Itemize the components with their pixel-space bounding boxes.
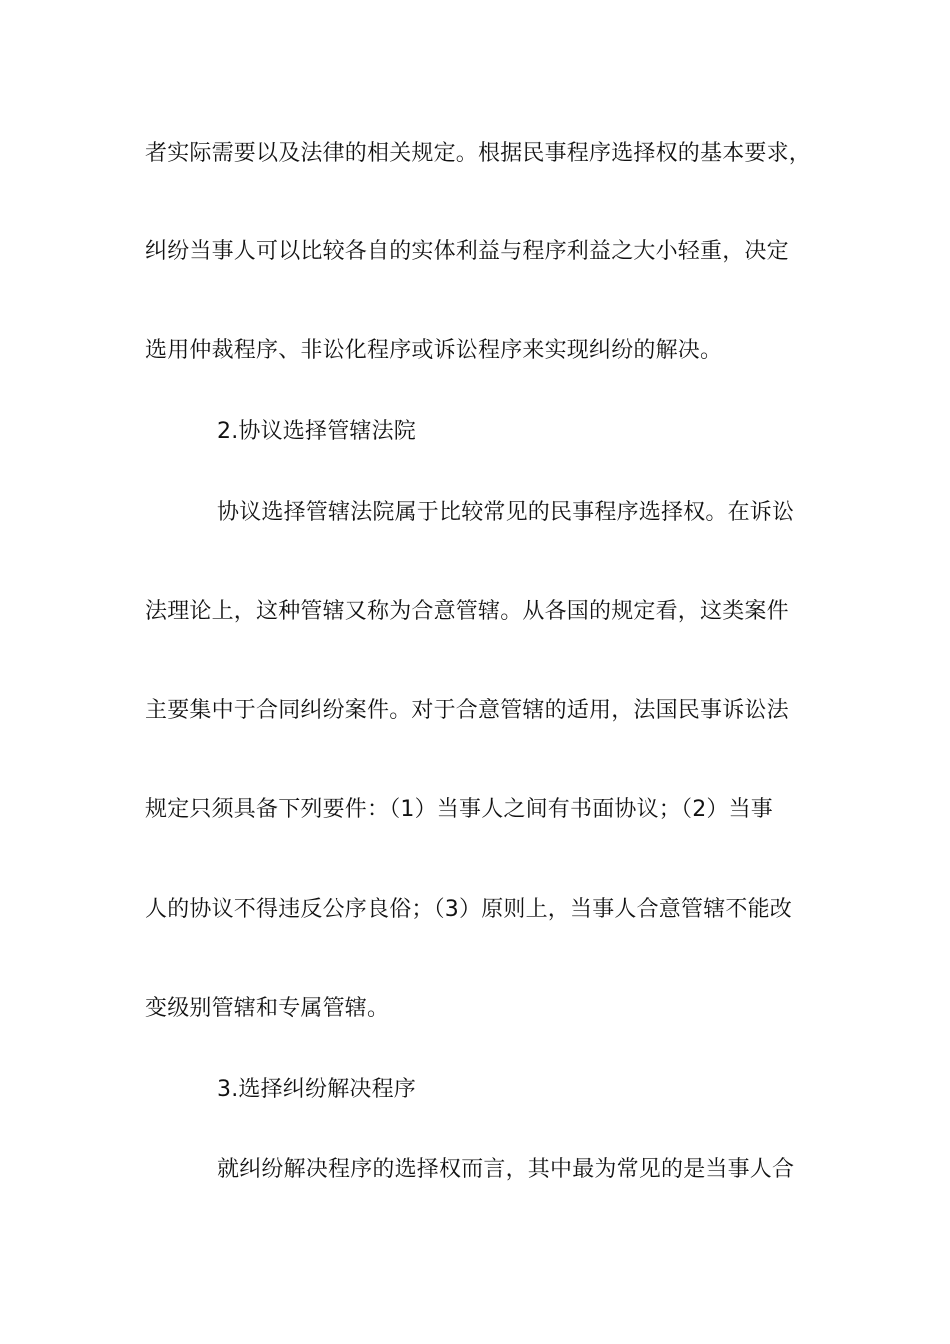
paragraph-line: 选用仲裁程序、非讼化程序或诉讼程序来实现纠纷的解决。 (145, 338, 723, 363)
paragraph-line: 就纠纷解决程序的选择权而言，其中最为常见的是当事人合 (217, 1157, 795, 1182)
section-heading: 3.选择纠纷解决程序 (217, 1077, 416, 1102)
paragraph-line: 规定只须具备下列要件：（1）当事人之间有书面协议；（2）当事 (145, 797, 773, 822)
paragraph-line: 协议选择管辖法院属于比较常见的民事程序选择权。在诉讼 (217, 500, 795, 525)
paragraph-line: 人的协议不得违反公序良俗；（3）原则上，当事人合意管辖不能改 (145, 897, 792, 922)
paragraph-line: 变级别管辖和专属管辖。 (145, 996, 390, 1021)
paragraph-line: 法理论上，这种管辖又称为合意管辖。从各国的规定看，这类案件 (145, 599, 789, 624)
paragraph-line: 者实际需要以及法律的相关规定。根据民事程序选择权的基本要求， (145, 141, 812, 166)
section-heading: 2.协议选择管辖法院 (217, 419, 416, 444)
paragraph-line: 主要集中于合同纠纷案件。对于合意管辖的适用，法国民事诉讼法 (145, 698, 789, 723)
paragraph-line: 纠纷当事人可以比较各自的实体利益与程序利益之大小轻重，决定 (145, 239, 789, 264)
